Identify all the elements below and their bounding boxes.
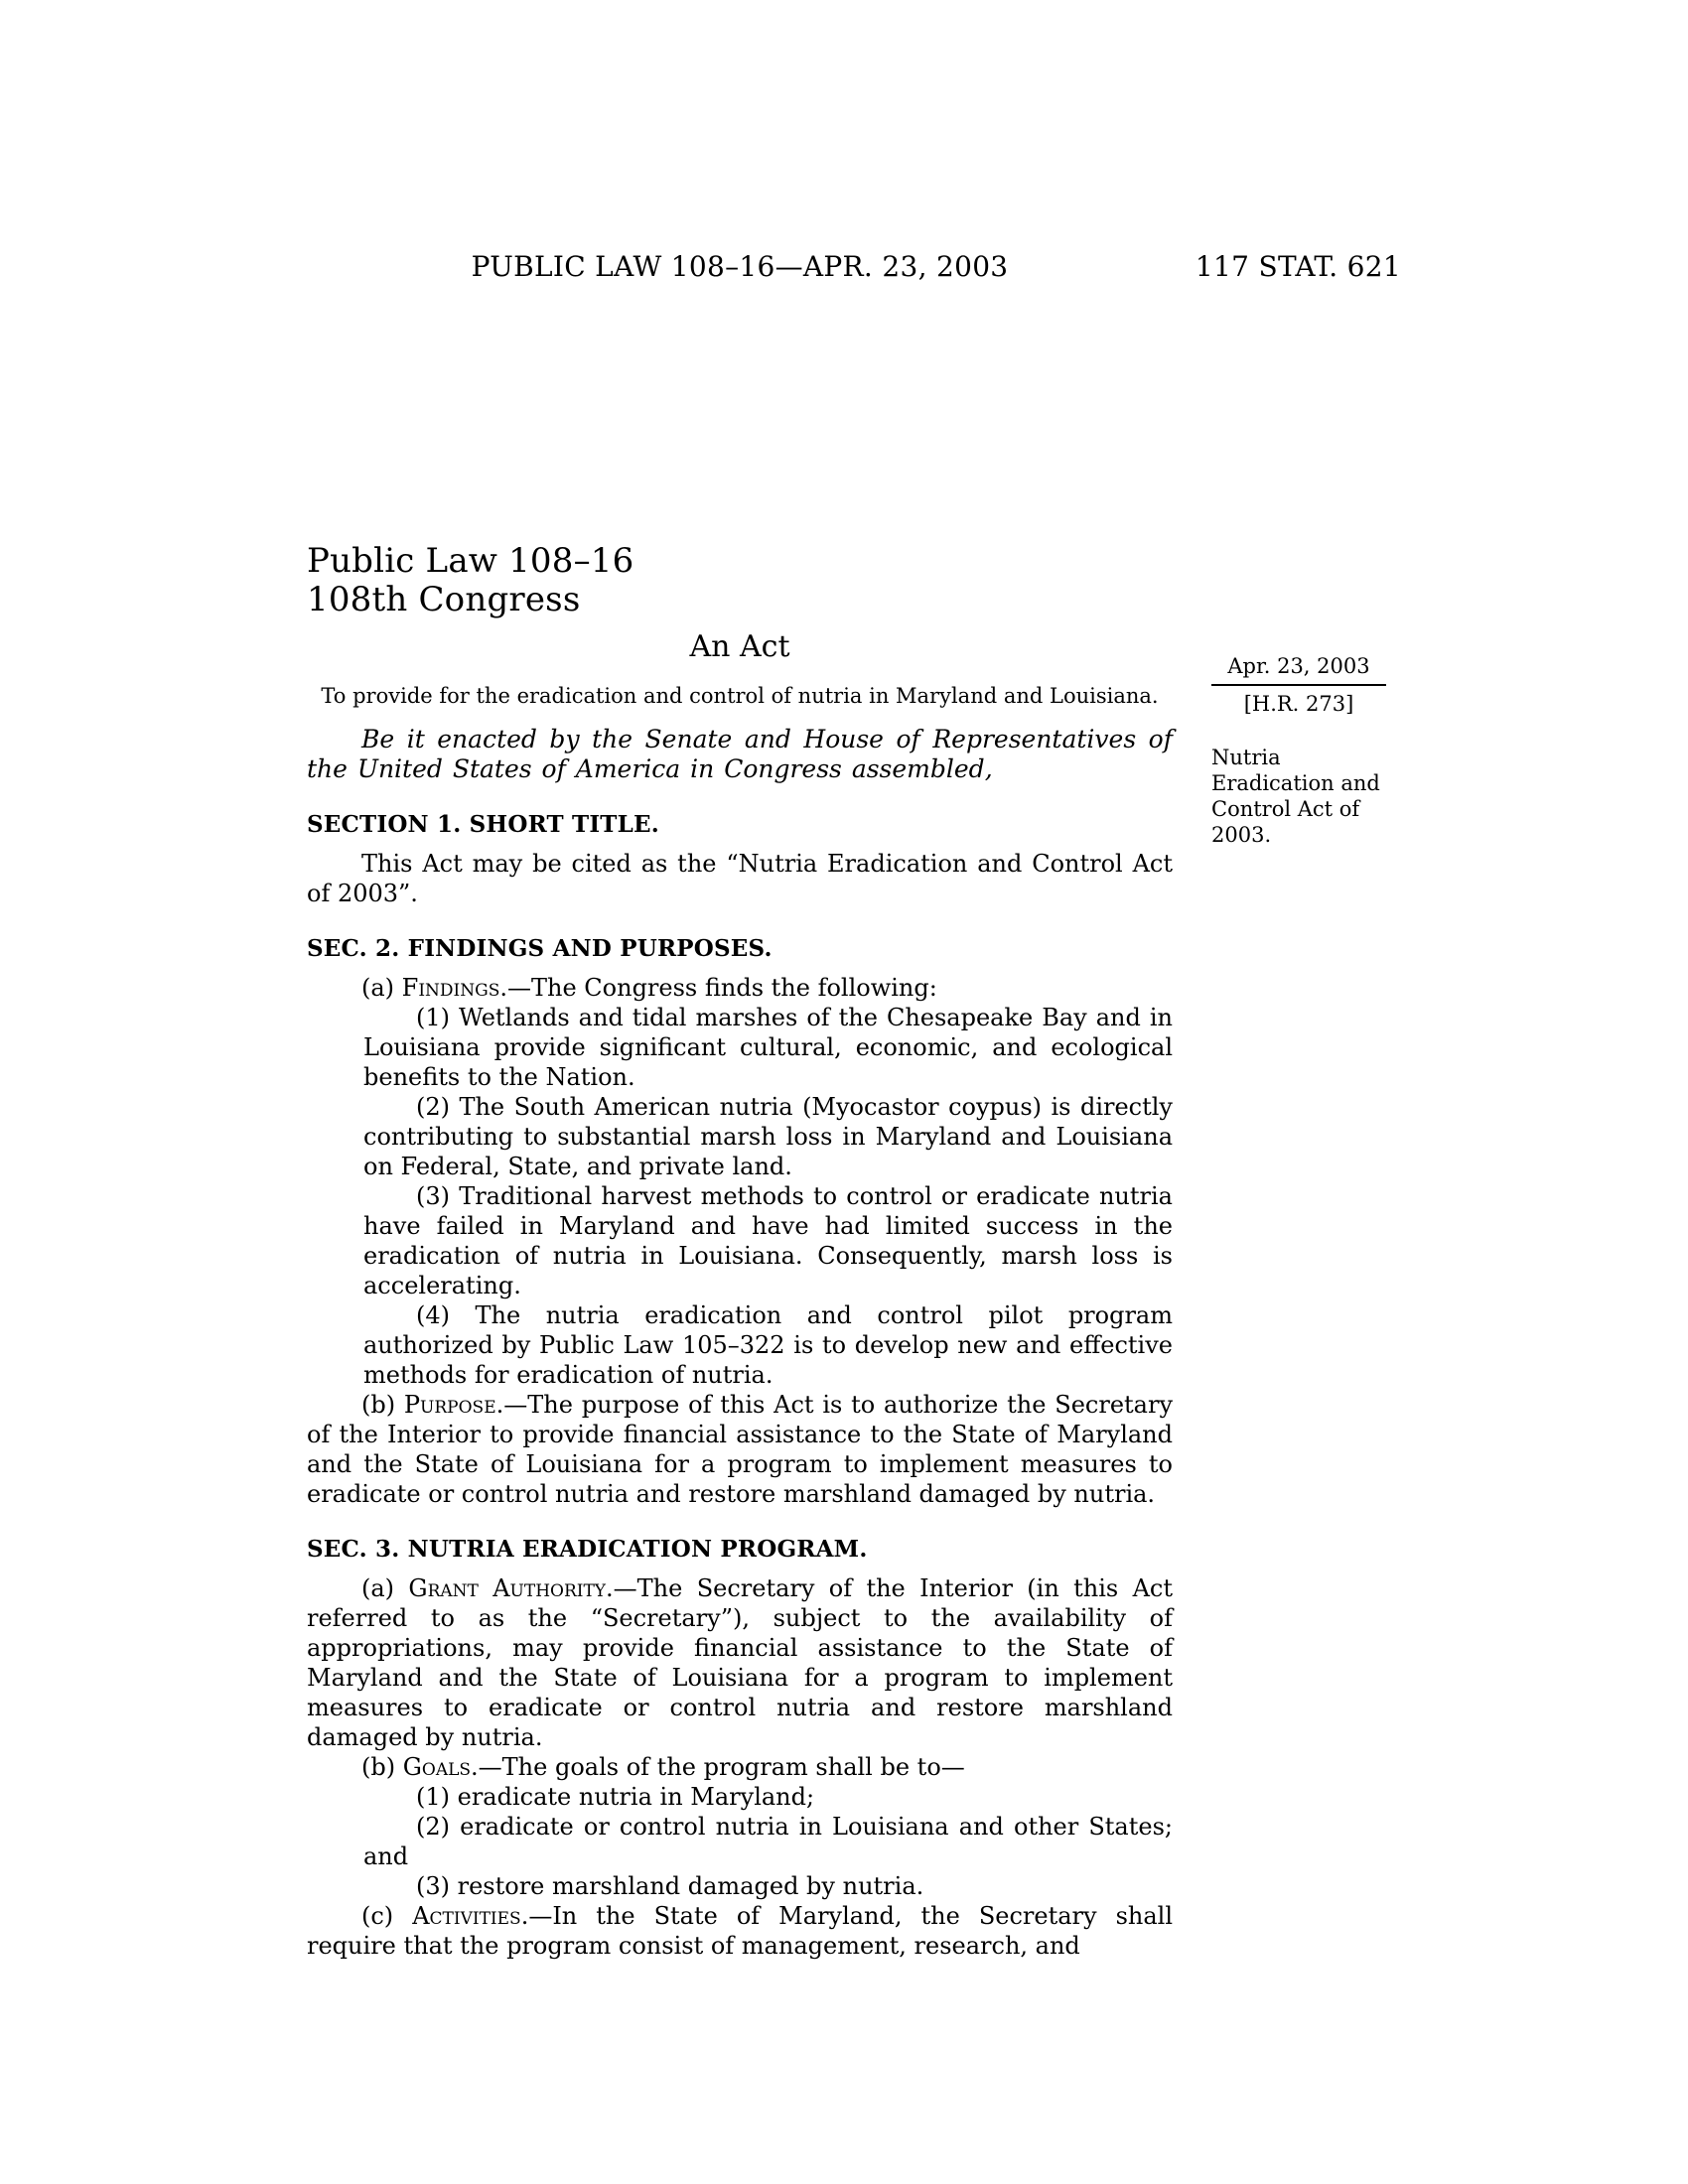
- statute-paragraph: [363, 1812, 1173, 1871]
- small-caps-term: Goals: [402, 1753, 472, 1781]
- small-caps-term: Grant Authority: [408, 1574, 607, 1602]
- text-segment: .—In the State of Maryland, the Secretary shall require that the program consist of management, research, and: [307, 1902, 1174, 1960]
- margin-note-bill-number: [H.R. 273]: [1243, 692, 1354, 716]
- text-segment: .—The Congress finds the following:: [499, 974, 937, 1002]
- act-body-text: [307, 725, 1173, 1961]
- an-act-heading: An Act: [689, 629, 790, 664]
- statute-paragraph: [363, 1003, 1173, 1092]
- statute-paragraph: [363, 1782, 1173, 1812]
- running-header: [307, 250, 1401, 284]
- text-segment: (a): [361, 974, 402, 1002]
- text-segment: .—The purpose of this Act is to authorize the Secretary of the Interior to provide financial assistance to the State of Maryland and the State of Louisiana for a program to implement measures to eradicate or control nutria and restore marshland damaged by nutria.: [307, 1391, 1174, 1508]
- statute-paragraph: [307, 1390, 1173, 1509]
- running-header-stat-number: 117 STAT. 621: [1195, 250, 1401, 283]
- section-heading: SEC. 3. NUTRIA ERADICATION PROGRAM.: [307, 1536, 868, 1563]
- act-purpose-line: To provide for the eradication and control of nutria in Maryland and Louisiana.: [321, 684, 1159, 708]
- section-heading: SECTION 1. SHORT TITLE.: [307, 811, 659, 838]
- law-number-title: Public Law 108–16: [307, 541, 634, 581]
- small-caps-term: Purpose: [403, 1391, 496, 1419]
- statute-paragraph: [307, 1573, 1173, 1752]
- text-segment: (1) eradicate nutria in Maryland;: [416, 1783, 815, 1811]
- running-header-title: PUBLIC LAW 108–16—APR. 23, 2003: [471, 250, 1009, 283]
- text-segment: (3) Traditional harvest methods to control or eradicate nutria have failed in Maryland and have had limited success in the eradication of nutria in Louisiana. Consequently, marsh loss is accelerating.: [363, 1182, 1173, 1299]
- text-segment: (2) eradicate or control nutria in Louisiana and other States; and: [363, 1813, 1173, 1870]
- text-segment: (c): [361, 1902, 413, 1930]
- statute-paragraph: [307, 1752, 1173, 1782]
- body-column: [307, 542, 1173, 1961]
- text-segment: .—The Secretary of the Interior (in this Act referred to as the “Secretary”), subject to the availability of appropriations, may provide financial assistance to the State of Maryland and the State of Louisiana for a program to implement measures to eradicate or control nutria and restore marshland damaged by nutria.: [307, 1574, 1173, 1751]
- margin-notes-column: [1211, 653, 1386, 848]
- text-segment: (b): [361, 1753, 403, 1781]
- enacting-clause: [307, 725, 1173, 784]
- text-segment: (2) The South American nutria (Myocastor coypus) is directly contributing to substantial marsh loss in Maryland and Louisiana on Federal, State, and private land.: [363, 1093, 1173, 1180]
- text-segment: (3) restore marshland damaged by nutria.: [416, 1872, 924, 1900]
- section-heading: SEC. 2. FINDINGS AND PURPOSES.: [307, 935, 773, 962]
- text-segment: (a): [361, 1574, 409, 1602]
- margin-note-enactment-date: Apr. 23, 2003: [1211, 653, 1386, 686]
- text-segment: This Act may be cited as the “Nutria Eradication and Control Act of 2003”.: [307, 850, 1173, 907]
- statute-paragraph: [363, 1300, 1173, 1390]
- statute-paragraph: [307, 849, 1173, 908]
- statute-paragraph: [307, 1901, 1173, 1961]
- statute-paragraph: [363, 1871, 1173, 1901]
- text-segment: .—The goals of the program shall be to—: [471, 1753, 965, 1781]
- margin-note-short-title: Nutria Eradication and Control Act of 2003.: [1211, 746, 1380, 847]
- statute-paragraph: [307, 973, 1173, 1003]
- small-caps-term: Findings: [401, 974, 500, 1002]
- congress-title: 108th Congress: [307, 580, 581, 619]
- text-segment: (b): [361, 1391, 404, 1419]
- text-segment: Be it enacted by the Senate and House of Representatives of the United States of America in Congress assembled,: [307, 725, 1173, 783]
- small-caps-term: Activities: [412, 1902, 521, 1930]
- text-segment: (1) Wetlands and tidal marshes of the Chesapeake Bay and in Louisiana provide significant cultural, economic, and ecological benefits to the Nation.: [363, 1004, 1173, 1091]
- text-segment: (4) The nutria eradication and control pilot program authorized by Public Law 105–322 is to develop new and effective methods for eradication of nutria.: [363, 1301, 1173, 1389]
- statute-paragraph: [363, 1092, 1173, 1181]
- statute-paragraph: [363, 1181, 1173, 1300]
